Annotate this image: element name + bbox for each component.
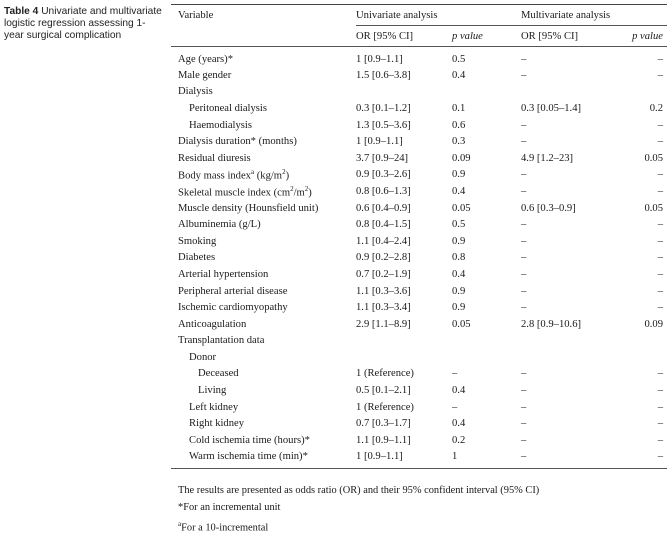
table-row — [171, 200, 667, 217]
cell-uni-or-ci — [356, 349, 452, 366]
cell-uni-p-value: – — [452, 401, 458, 413]
header-blank — [171, 26, 356, 47]
cell-multi-or-ci: – — [521, 136, 527, 148]
cell-variable: Warm ischemia time (min)* — [171, 449, 356, 469]
header-multi-p-value: p value — [622, 26, 667, 47]
cell-uni-or-ci: 0.9 [0.2–2.8] — [356, 252, 411, 264]
cell-variable: Peripheral arterial disease — [178, 285, 288, 297]
cell-uni-or-ci: 1 (Reference) — [356, 401, 414, 413]
cell-multi-or-ci: 0.3 [0.05–1.4] — [521, 102, 582, 114]
cell-uni-p-value: 0.4 — [452, 418, 466, 430]
cell-multi-or-ci: – — [521, 385, 527, 397]
table-row — [171, 67, 667, 84]
table-row — [171, 100, 667, 117]
cell-uni-or-ci: 0.9 [0.3–2.6] — [356, 169, 411, 181]
table-row — [171, 299, 667, 316]
footnote-marker-a: a — [178, 520, 182, 528]
cell-variable: Anticoagulation — [178, 318, 247, 330]
table-row — [171, 366, 667, 383]
variable-label-part: ) — [285, 170, 290, 182]
cell-uni-or-ci: 1.1 [0.3–3.4] — [356, 302, 411, 314]
cell-variable: Haemodialysis — [189, 119, 252, 131]
header-uni-p-value: p value — [452, 26, 521, 47]
cell-multi-or-ci: 4.9 [1.2–23] — [521, 152, 574, 164]
cell-variable: Left kidney — [189, 401, 239, 413]
cell-multi-or-ci: – — [521, 252, 527, 264]
variable-label-part: Body mass index — [178, 170, 251, 182]
table-label: Table 4 — [4, 6, 39, 17]
table-caption — [4, 6, 162, 42]
cell-multi-or-ci — [521, 349, 622, 366]
cell-multi-p-value: – — [657, 252, 663, 264]
cell-variable: Arterial hypertension — [178, 268, 269, 280]
table-caption-text: Univariate and multivariate logistic regression assessing 1-year surgical complication — [4, 6, 162, 41]
cell-uni-or-ci: 1.1 [0.4–2.4] — [356, 235, 411, 247]
variable-label-part: 2 — [304, 184, 309, 193]
cell-uni-or-ci — [356, 333, 452, 350]
footnote-or-ci: The results are presented as odds ratio (OR) and their 95% confident interval (95% CI) — [178, 485, 540, 496]
cell-variable: Diabetes — [178, 252, 216, 264]
cell-uni-or-ci: 0.7 [0.3–1.7] — [356, 418, 411, 430]
header-row-groups — [171, 5, 667, 26]
cell-uni-p-value: 0.8 — [452, 252, 466, 264]
cell-variable: Cold ischemia time (hours)* — [189, 434, 310, 446]
cell-multi-or-ci: – — [521, 418, 527, 430]
cell-uni-p-value: 0.4 — [452, 268, 466, 280]
cell-uni-p-value: 0.4 — [452, 69, 466, 81]
table-row — [171, 216, 667, 233]
cell-multi-or-ci: – — [521, 368, 527, 380]
cell-multi-or-ci — [521, 333, 622, 350]
cell-multi-p-value: – — [657, 185, 663, 197]
cell-uni-or-ci: 1.5 [0.6–3.8] — [356, 69, 411, 81]
cell-uni-p-value: 0.05 — [452, 318, 471, 330]
cell-variable: Living — [198, 385, 227, 397]
cell-variable: Deceased — [198, 368, 239, 380]
cell-uni-p-value: 0.9 — [452, 169, 466, 181]
table-row — [171, 183, 667, 200]
cell-multi-p-value: – — [657, 169, 663, 181]
cell-variable: Transplantation data — [178, 335, 265, 347]
cell-multi-p-value: – — [657, 53, 663, 65]
header-variable: Variable — [171, 5, 356, 26]
variable-label-part: (kg/m — [254, 170, 283, 182]
table-row — [171, 449, 667, 469]
cell-variable: Peritoneal dialysis — [189, 102, 267, 114]
cell-multi-or-ci — [521, 84, 622, 101]
table-row — [171, 133, 667, 150]
cell-variable: Muscle density (Hounsfield unit) — [178, 202, 319, 214]
cell-multi-or-ci: – — [521, 235, 527, 247]
cell-multi-p-value: – — [657, 235, 663, 247]
cell-uni-p-value: 0.9 — [452, 285, 466, 297]
cell-multi-or-ci: – — [521, 401, 527, 413]
variable-label-part: 2 — [290, 184, 294, 193]
table-row — [171, 84, 667, 101]
cell-uni-p-value: 0.2 — [452, 434, 466, 446]
cell-multi-or-ci: – — [521, 219, 527, 231]
cell-multi-or-ci: – — [521, 169, 527, 181]
cell-uni-p-value: – — [452, 368, 458, 380]
cell-uni-p-value: 0.3 — [452, 136, 466, 148]
cell-multi-or-ci: – — [521, 119, 527, 131]
cell-variable: Residual diuresis — [178, 152, 251, 164]
cell-uni-or-ci: 0.3 [0.1–1.2] — [356, 102, 411, 114]
cell-uni-or-ci: 1.1 [0.3–3.6] — [356, 285, 411, 297]
cell-uni-p-value: 0.9 — [452, 302, 466, 314]
cell-multi-or-ci: – — [521, 285, 527, 297]
cell-uni-or-ci: 3.7 [0.9–24] — [356, 152, 409, 164]
table-footnotes — [178, 482, 668, 536]
cell-uni-or-ci — [356, 84, 452, 101]
cell-uni-or-ci: 1 [0.9–1.1] — [356, 136, 403, 148]
cell-multi-or-ci: – — [521, 185, 527, 197]
header-uni-or-ci: OR [95% CI] — [356, 26, 452, 47]
table-row — [171, 399, 667, 416]
cell-uni-p-value: 0.5 — [452, 219, 466, 231]
table-row — [171, 415, 667, 432]
cell-multi-p-value: 0.09 — [644, 318, 663, 330]
cell-variable: Right kidney — [189, 418, 245, 430]
table-row — [171, 316, 667, 333]
cell-multi-p-value: – — [657, 69, 663, 81]
cell-uni-p-value: 0.5 — [452, 53, 466, 65]
table-row — [171, 47, 667, 68]
table-row — [171, 117, 667, 134]
cell-multi-p-value: – — [657, 434, 663, 446]
cell-variable: Male gender — [178, 69, 232, 81]
cell-multi-p-value: 0.05 — [644, 202, 663, 214]
cell-uni-or-ci: 0.7 [0.2–1.9] — [356, 268, 411, 280]
cell-multi-p-value: – — [622, 449, 667, 469]
cell-uni-p-value: 0.9 — [452, 235, 466, 247]
cell-uni-or-ci: 1.3 [0.5–3.6] — [356, 119, 411, 131]
cell-uni-p-value: 0.05 — [452, 202, 471, 214]
variable-label-part: Skeletal muscle index (cm — [178, 187, 291, 199]
footnote-incremental-unit: *For an incremental unit — [178, 502, 281, 513]
header-univariate: Univariate analysis — [356, 5, 521, 26]
cell-multi-or-ci: – — [521, 449, 622, 469]
cell-uni-p-value: 0.4 — [452, 385, 466, 397]
cell-multi-p-value: – — [657, 219, 663, 231]
table-body — [171, 47, 667, 469]
variable-label-part: /m — [293, 187, 305, 199]
cell-uni-or-ci: 1 [0.9–1.1] — [356, 449, 452, 469]
cell-variable: Smoking — [178, 235, 217, 247]
regression-table — [171, 4, 667, 469]
table-row — [171, 233, 667, 250]
table-row — [171, 266, 667, 283]
cell-multi-p-value: – — [657, 302, 663, 314]
cell-multi-p-value: – — [657, 368, 663, 380]
regression-table-container — [171, 4, 667, 469]
table-row — [171, 250, 667, 267]
cell-uni-or-ci: 0.8 [0.4–1.5] — [356, 219, 411, 231]
cell-uni-or-ci: 1.1 [0.9–1.1] — [356, 434, 411, 446]
cell-variable: Albuminemia (g/L) — [178, 219, 261, 231]
cell-uni-p-value: 0.09 — [452, 152, 471, 164]
cell-uni-p-value — [452, 333, 521, 350]
cell-multi-p-value — [622, 333, 667, 350]
cell-multi-p-value — [622, 84, 667, 101]
cell-multi-p-value: 0.2 — [649, 102, 663, 114]
cell-uni-or-ci: 1 [0.9–1.1] — [356, 53, 403, 65]
cell-variable — [171, 183, 356, 200]
cell-uni-p-value: 1 — [452, 449, 521, 469]
cell-multi-p-value: – — [657, 401, 663, 413]
variable-label-part: a — [250, 168, 255, 177]
table-row — [171, 432, 667, 449]
cell-multi-or-ci: – — [521, 268, 527, 280]
cell-uni-p-value: 0.4 — [452, 185, 466, 197]
cell-multi-p-value — [622, 349, 667, 366]
cell-uni-or-ci: 0.6 [0.4–0.9] — [356, 202, 411, 214]
cell-variable: Dialysis duration* (months) — [178, 136, 297, 148]
variable-label-part: ) — [308, 187, 312, 199]
cell-multi-p-value: 0.05 — [644, 152, 663, 164]
table-row — [171, 283, 667, 300]
cell-multi-or-ci: – — [521, 302, 527, 314]
cell-uni-or-ci: 2.9 [1.1–8.9] — [356, 318, 411, 330]
cell-multi-or-ci: – — [521, 69, 527, 81]
cell-variable: Age (years)* — [178, 53, 234, 65]
table-row — [171, 349, 667, 366]
table-row — [171, 150, 667, 167]
cell-multi-or-ci: – — [521, 53, 527, 65]
cell-multi-or-ci: 0.6 [0.3–0.9] — [521, 202, 576, 214]
table-row — [171, 382, 667, 399]
variable-label-part: 2 — [282, 168, 286, 177]
footnote-10-incremental-text: For a 10-incremental — [181, 522, 269, 534]
cell-variable — [171, 167, 356, 184]
cell-multi-or-ci: – — [521, 434, 527, 446]
cell-multi-or-ci: 2.8 [0.9–10.6] — [521, 318, 582, 330]
table-row — [171, 167, 667, 184]
cell-variable: Ischemic cardiomyopathy — [178, 302, 288, 314]
cell-uni-p-value — [452, 349, 521, 366]
cell-multi-p-value: – — [657, 285, 663, 297]
header-row-columns — [171, 26, 667, 47]
header-multivariate: Multivariate analysis — [521, 5, 667, 26]
cell-uni-p-value: 0.1 — [452, 102, 466, 114]
cell-uni-or-ci: 0.5 [0.1–2.1] — [356, 385, 411, 397]
cell-multi-p-value: – — [657, 136, 663, 148]
cell-uni-p-value — [452, 84, 521, 101]
cell-uni-or-ci: 1 (Reference) — [356, 368, 414, 380]
footnote-10-incremental — [178, 516, 668, 536]
cell-multi-p-value: – — [657, 418, 663, 430]
cell-multi-p-value: – — [657, 119, 663, 131]
cell-uni-p-value: 0.6 — [452, 119, 466, 131]
header-multi-or-ci: OR [95% CI] — [521, 26, 622, 47]
cell-variable: Dialysis — [178, 86, 213, 98]
table-row — [171, 333, 667, 350]
cell-multi-p-value: – — [657, 385, 663, 397]
cell-uni-or-ci: 0.8 [0.6–1.3] — [356, 185, 411, 197]
cell-multi-p-value: – — [657, 268, 663, 280]
cell-variable: Donor — [189, 351, 217, 363]
